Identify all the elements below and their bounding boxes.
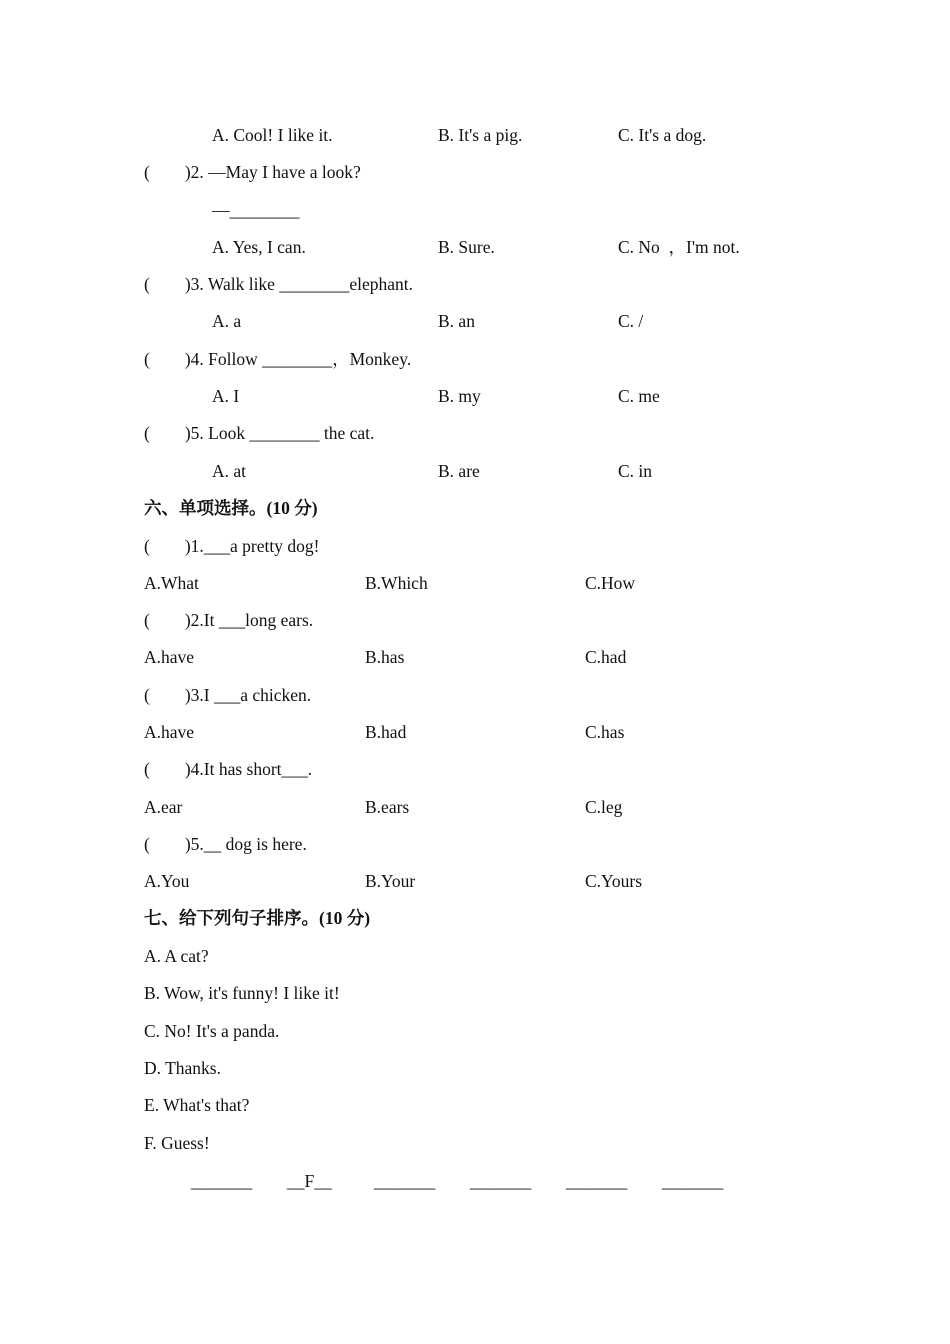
p7-sentence-e: E. What's that? <box>144 1095 250 1115</box>
p6-q2-option-b: B.has <box>365 647 405 667</box>
p7-sentence-b: B. Wow, it's funny! I like it! <box>144 983 340 1003</box>
q3-question: ( )3. Walk like ________elephant. <box>144 274 413 294</box>
p7-sentence-d: D. Thanks. <box>144 1058 221 1078</box>
p6-q3-option-b: B.had <box>365 722 407 742</box>
p7-answer-blank-6[interactable]: _______ <box>662 1171 724 1191</box>
p6-q2-question: ( )2.It ___long ears. <box>144 610 314 630</box>
p6-q1-option-a: A.What <box>144 573 199 593</box>
p6-q5-option-c: C.Yours <box>585 871 643 891</box>
q1-option-c: C. It's a dog. <box>618 125 707 145</box>
q3-option-c: C. / <box>618 311 644 331</box>
p7-answer-blank-4[interactable]: _______ <box>470 1171 532 1191</box>
p6-q4-question: ( )4.It has short___. <box>144 759 313 779</box>
p7-sentence-c: C. No! It's a panda. <box>144 1021 280 1041</box>
p6-q4-option-b: B.ears <box>365 797 410 817</box>
p6-q5-option-a: A.You <box>144 871 190 891</box>
q2-answer-blank: —________ <box>212 200 300 220</box>
p7-answer-blank-1[interactable]: _______ <box>191 1171 253 1191</box>
p7-sentence-a: A. A cat? <box>144 946 209 966</box>
p7-answer-blank-2[interactable]: __F__ <box>287 1171 332 1191</box>
section-heading-7: 七、给下列句子排序。(10 分) <box>144 908 371 928</box>
p7-answer-blank-5[interactable]: _______ <box>566 1171 628 1191</box>
q5-option-b: B. are <box>438 461 480 481</box>
q5-question: ( )5. Look ________ the cat. <box>144 423 375 443</box>
q2-question: ( )2. —May I have a look? <box>144 162 361 182</box>
p6-q1-option-c: C.How <box>585 573 636 593</box>
q4-question: ( )4. Follow ________，Monkey. <box>144 349 412 369</box>
q4-option-b: B. my <box>438 386 481 406</box>
p6-q1-question: ( )1.___a pretty dog! <box>144 536 320 556</box>
p6-q4-option-a: A.ear <box>144 797 183 817</box>
p6-q2-option-a: A.have <box>144 647 195 667</box>
q2-option-a: A. Yes, I can. <box>212 237 306 257</box>
p6-q2-option-c: C.had <box>585 647 627 667</box>
p6-q3-option-c: C.has <box>585 722 625 742</box>
p6-q5-question: ( )5.__ dog is here. <box>144 834 307 854</box>
q4-option-c: C. me <box>618 386 660 406</box>
q2-option-c: C. No ，I'm not. <box>618 237 740 257</box>
q5-option-a: A. at <box>212 461 247 481</box>
p6-q1-option-b: B.Which <box>365 573 428 593</box>
q3-option-b: B. an <box>438 311 475 331</box>
p7-sentence-f: F. Guess! <box>144 1133 210 1153</box>
section-heading-6: 六、单项选择。(10 分) <box>144 498 318 518</box>
p6-q3-option-a: A.have <box>144 722 195 742</box>
q1-option-a: A. Cool! I like it. <box>212 125 333 145</box>
q3-option-a: A. a <box>212 311 242 331</box>
p6-q5-option-b: B.Your <box>365 871 416 891</box>
p6-q3-question: ( )3.I ___a chicken. <box>144 685 312 705</box>
q5-option-c: C. in <box>618 461 653 481</box>
q4-option-a: A. I <box>212 386 240 406</box>
p7-answer-blank-3[interactable]: _______ <box>374 1171 436 1191</box>
q2-option-b: B. Sure. <box>438 237 495 257</box>
p6-q4-option-c: C.leg <box>585 797 623 817</box>
q1-option-b: B. It's a pig. <box>438 125 523 145</box>
